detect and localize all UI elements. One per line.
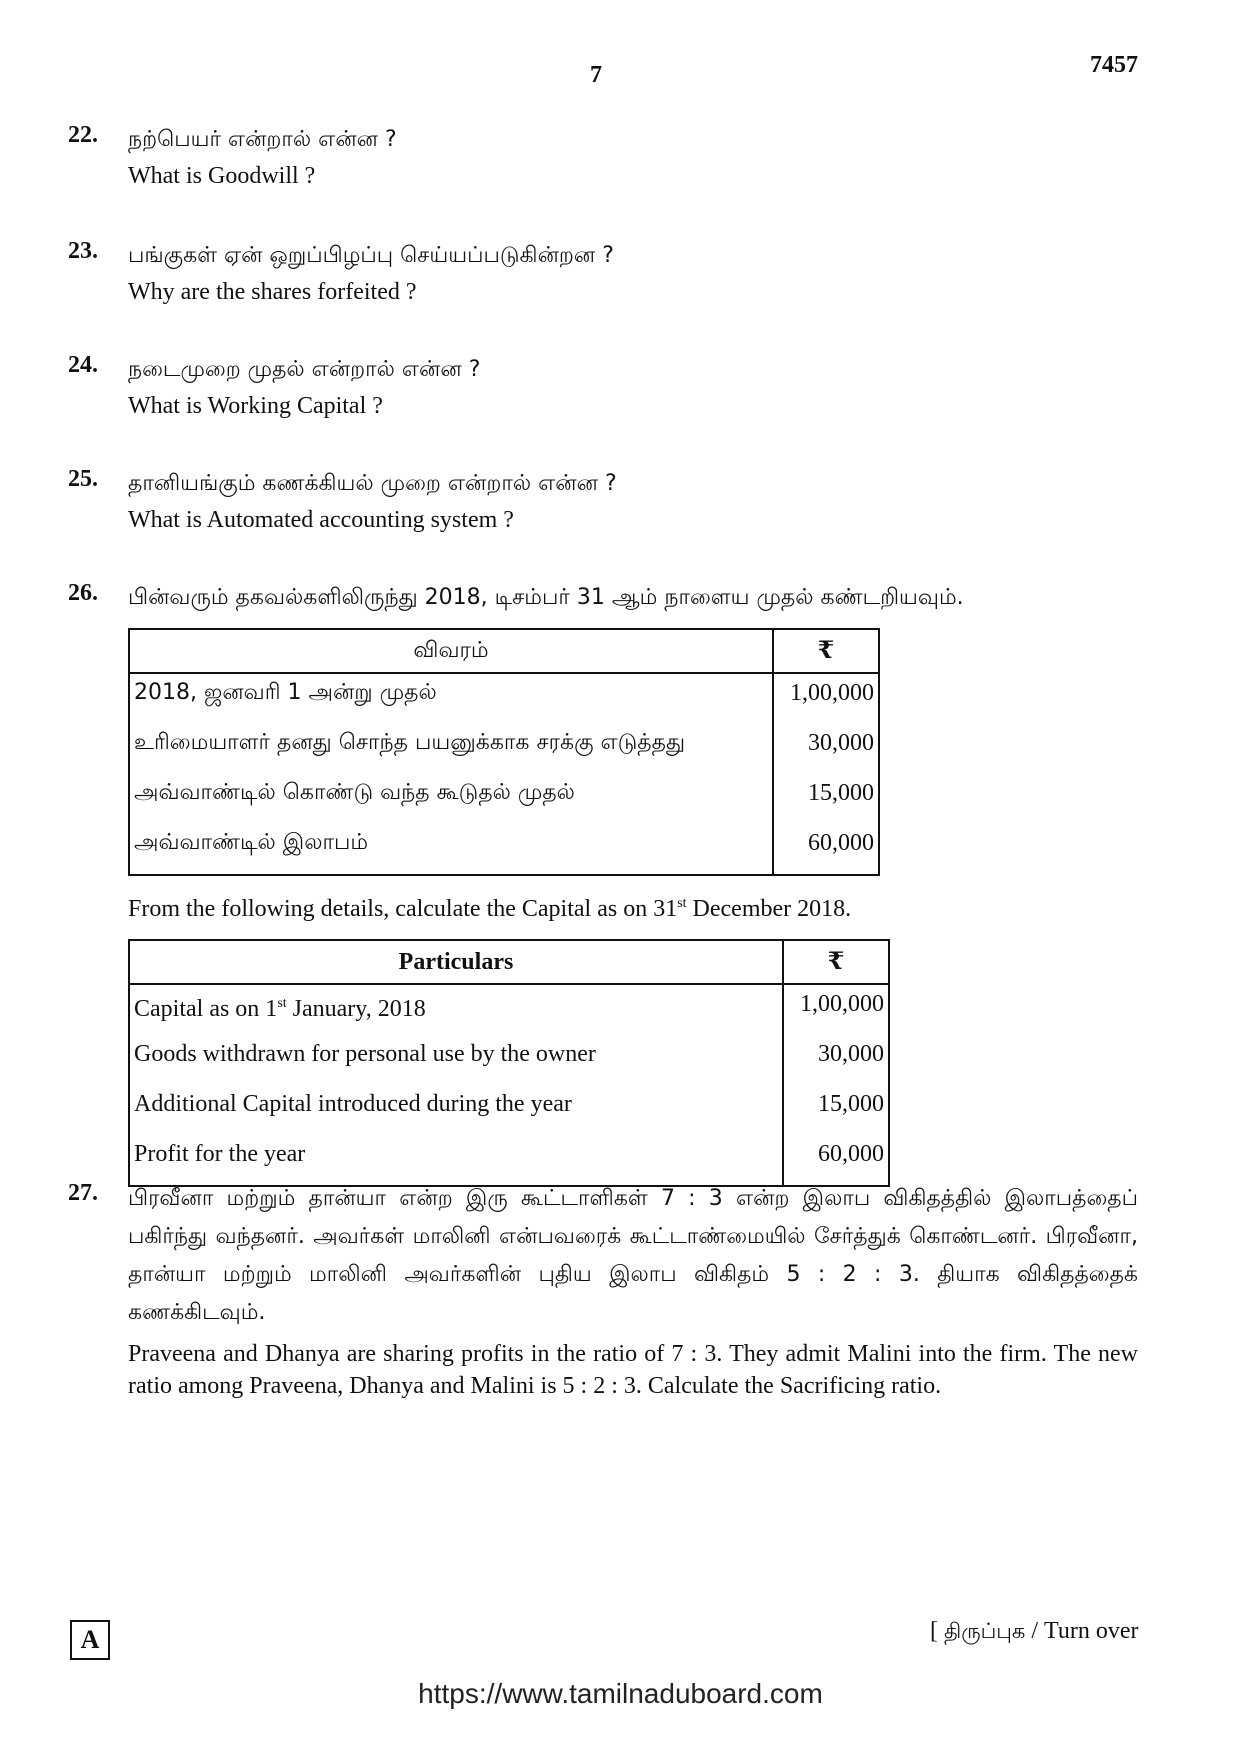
row-label: Additional Capital introduced during the year (129, 1085, 783, 1135)
row-amount: 1,00,000 (773, 673, 879, 724)
question-text-english: Why are the shares forfeited ? (128, 279, 417, 305)
question-text-tamil: பங்குகள் ஏன் ஒறுப்பிழப்பு செய்யப்படுகின்றன ? (128, 243, 614, 268)
question-text-tamil: பிரவீனா மற்றும் தான்யா என்ற இரு கூட்டாளிகள் 7 : 3 என்ற இலாப விகிதத்தில் இலாபத்தைப் பகிர்ந்து வந்தனர். அவர்கள் மாலினி என்பவரைக் கூட்டாண்மையில் சேர்த்துக் கொண்டனர். பிரவீனா, தான்யா மற்றும் மாலினி அவர்களின் புதிய இலாப விகிதம் 5 : 2 : 3. தியாக விகிதத்தைக் கணக்கிடவும். (128, 1186, 1138, 1325)
table-row (129, 824, 879, 875)
english-capital-table (128, 939, 890, 1187)
row-amount: 1,00,000 (783, 984, 889, 1035)
question-number: 26. (68, 580, 98, 606)
question-text-english: Praveena and Dhanya are sharing profits in the ratio of 7 : 3. They admit Malini into the firm. The new ratio among Praveena, Dhanya and Malini is 5 : 2 : 3. Calculate the Sacrificing ratio. (128, 1341, 1138, 1399)
row-label: 2018, ஜனவரி 1 அன்று முதல் (129, 673, 773, 724)
table-row (129, 984, 889, 1035)
table-row (129, 673, 879, 724)
question-text-tamil: நடைமுறை முதல் என்றால் என்ன ? (128, 357, 481, 382)
row-amount: 60,000 (783, 1135, 889, 1186)
question-25 (68, 466, 1178, 538)
question-text-english: From the following details, calculate the Capital as on 31st December 2018. (128, 896, 852, 922)
question-22 (68, 122, 1178, 194)
table-row (129, 1035, 889, 1085)
question-text-tamil: தானியங்கும் கணக்கியல் முறை என்றால் என்ன ? (128, 471, 617, 496)
question-24 (68, 352, 1178, 424)
table-row (129, 774, 879, 824)
paper-code: 7457 (1090, 52, 1138, 78)
table-header-amount: ₹ (773, 629, 879, 673)
row-label: Goods withdrawn for personal use by the owner (129, 1035, 783, 1085)
row-label: Profit for the year (129, 1135, 783, 1186)
row-amount: 30,000 (773, 724, 879, 774)
row-amount: 60,000 (773, 824, 879, 875)
booklet-code-box: A (70, 1620, 110, 1660)
turn-over-note: [ திருப்புக / Turn over (930, 1618, 1139, 1644)
question-23 (68, 238, 1178, 310)
row-amount: 30,000 (783, 1035, 889, 1085)
row-label: உரிமையாளர் தனது சொந்த பயனுக்காக சரக்கு எடுத்தது (129, 724, 773, 774)
table-row (129, 1135, 889, 1186)
source-url: https://www.tamilnaduboard.com (418, 1678, 823, 1709)
question-number: 27. (68, 1180, 98, 1206)
question-text-tamil: பின்வரும் தகவல்களிலிருந்து 2018, டிசம்பர் 31 ஆம் நாளைய முதல் கண்டறியவும். (128, 585, 964, 610)
page-number: 7 (590, 62, 602, 88)
question-number: 23. (68, 238, 98, 264)
table-header-amount: ₹ (783, 940, 889, 984)
table-header-particulars: விவரம் (129, 629, 773, 673)
table-row (129, 724, 879, 774)
row-amount: 15,000 (773, 774, 879, 824)
row-label: அவ்வாண்டில் இலாபம் (129, 824, 773, 875)
question-number: 24. (68, 352, 98, 378)
question-text-english: What is Automated accounting system ? (128, 507, 514, 533)
question-text-english: What is Working Capital ? (128, 393, 383, 419)
question-number: 22. (68, 122, 98, 148)
row-label: அவ்வாண்டில் கொண்டு வந்த கூடுதல் முதல் (129, 774, 773, 824)
question-text-english: What is Goodwill ? (128, 163, 316, 189)
row-amount: 15,000 (783, 1085, 889, 1135)
question-26 (68, 580, 1178, 1187)
question-27 (68, 1180, 1178, 1402)
tamil-capital-table (128, 628, 880, 876)
question-number: 25. (68, 466, 98, 492)
question-text-tamil: நற்பெயர் என்றால் என்ன ? (128, 127, 397, 152)
table-header-particulars: Particulars (129, 940, 783, 984)
table-row (129, 1085, 889, 1135)
row-label: Capital as on 1st January, 2018 (129, 984, 783, 1035)
